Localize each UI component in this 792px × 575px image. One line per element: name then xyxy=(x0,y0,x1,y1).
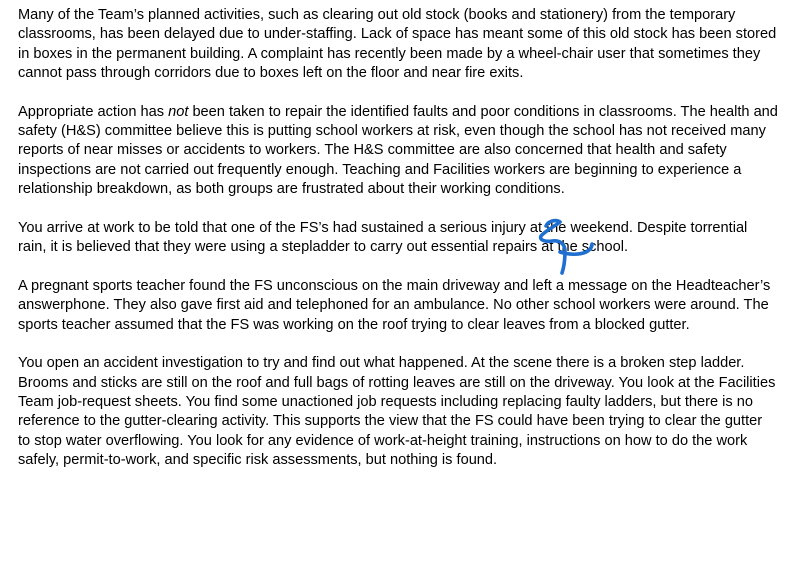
paragraph-2 xyxy=(18,103,778,200)
document-body xyxy=(18,6,778,470)
paragraph-2-start: Appropriate action has xyxy=(18,103,169,120)
paragraph-5: You open an accident investigation to try and find out what happened. At the scene there is a broken step ladder. Brooms and sticks are still on the roof and full bags of rotting leaves are still on the driveway. You look at the Facilities Team job-request sheets. You find some unactioned job requests including replacing faulty ladders, but there is no reference to the gutter-clearing activity. This supports the view that the FS could have been trying to clear the gutter to stop water overflowing. You look for any evidence of work-at-height training, instructions on how to do the work safely, permit-to-work, and specific risk assessments, but nothing is found. xyxy=(18,355,776,468)
paragraph-3: You arrive at work to be told that one of the FS’s had sustained a serious injury at the weekend. Despite torrential rain, it is believed that they were using a stepladder to carry out essential repairs at the school. xyxy=(18,219,748,256)
emphasis-not: not xyxy=(168,103,189,120)
paragraph-2-end: been taken to repair the identified faults and poor conditions in classrooms. The health and safety (H&S) committee believe this is putting school workers at risk, even though the school has not received many reports of near misses or accidents to workers. The H&S committee are also concerned that health and safety inspections are not carried out frequently enough. Teaching and Facilities workers are beginning to experience a relationship breakdown, as both groups are frustrated about their working conditions. xyxy=(18,103,778,198)
paragraph-1: Many of the Team’s planned activities, such as clearing out old stock (books and stationery) from the temporary classrooms, has been delayed due to under-staffing. Lack of space has meant some of this old stock has been stored in boxes in the permanent building. A complaint has recently been made by a wheel-chair user that sometimes they cannot pass through corridors due to boxes left on the floor and near fire exits. xyxy=(18,7,777,82)
paragraph-4: A pregnant sports teacher found the FS unconscious on the main driveway and left a message on the Headteacher’s answerphone. They also gave first aid and telephoned for an ambulance. No other school workers were around. The sports teacher assumed that the FS was working on the roof trying to clear leaves from a blocked gutter. xyxy=(18,277,771,333)
